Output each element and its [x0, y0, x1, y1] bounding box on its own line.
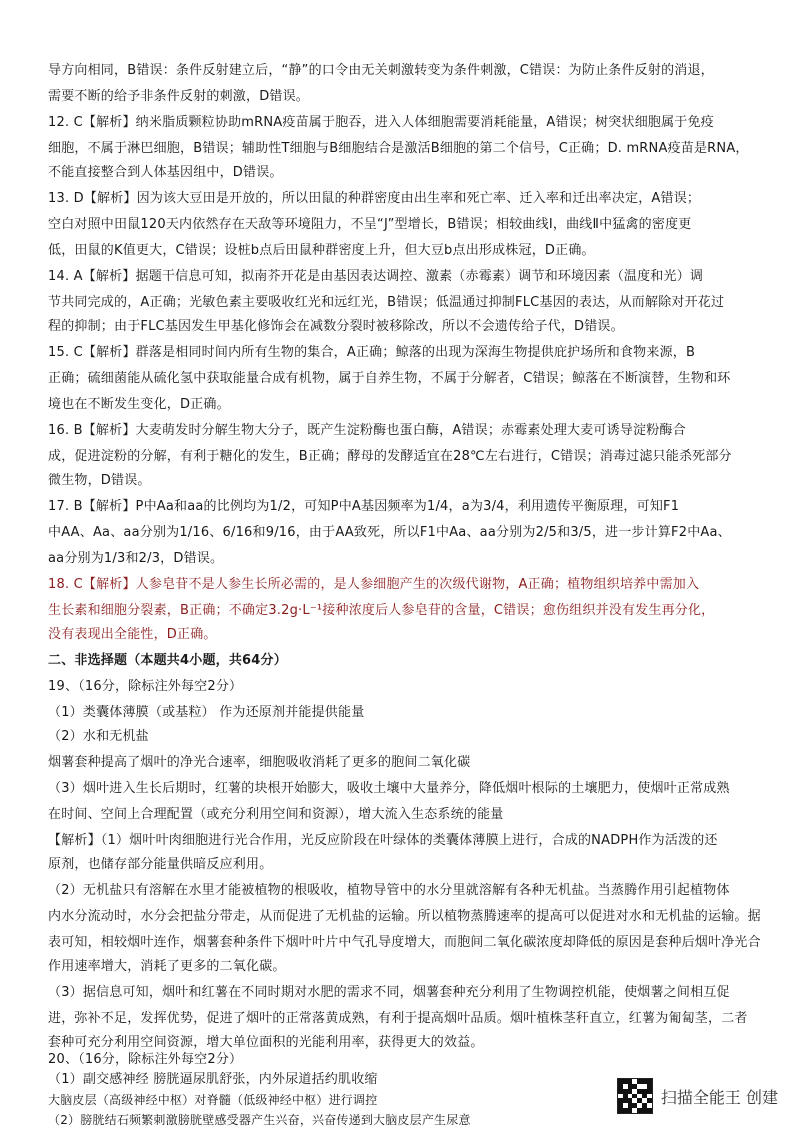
question-heading: 20、（16分，除标注外每空2分）	[48, 1052, 243, 1067]
text-line: 程的抑制；由于FLC基因发生甲基化修饰会在减数分裂时被移除改，所以不会遗传给子代，D错误。	[48, 319, 624, 334]
section-heading: 二、非选择题（本题共4小题，共64分）	[48, 653, 287, 668]
text-line: 18. C【解析】人参皂苷不是人参生长所必需的，是人参细胞产生的次级代谢物，A正确；植物组织培养中需加入	[48, 577, 700, 592]
text-line: 17. B【解析】P中Aa和aa的比例均为1/2，可知P中A基因频率为1/4，a为3/4，利用遗传平衡原理，可知F1	[48, 499, 680, 514]
text-line: 表可知，相较烟叶连作，烟薯套种条件下烟叶叶片中气孔导度增大，而胞间二氧化碳浓度却降低的原因是套种后烟叶净光合	[48, 935, 761, 950]
answer-line: 在时间、空间上合理配置（或充分利用空间和资源），增大流入生态系统的能量	[48, 807, 504, 822]
text-line: 生长素和细胞分裂素，B正确；不确定3.2g·L⁻¹接种浓度后人参皂苷的含量，C错误；愈伤组织并没有发生再分化，	[48, 603, 715, 618]
text-line: 作用速率增大，消耗了更多的二氧化碳。	[48, 959, 286, 974]
text-line: 【解析】（1）烟叶叶肉细胞进行光合作用，光反应阶段在叶绿体的类囊体薄膜上进行，合成的NADPH作为活泼的还	[48, 833, 718, 848]
text-line: 15. C【解析】群落是相同时间内所有生物的集合，A正确；鲸落的出现为深海生物提供庇护场所和食物来源，B	[48, 345, 696, 360]
text-line: 成，促进淀粉的分解，有利于糖化的发生，B正确；酵母的发酵适宜在28℃左右进行，C错误；消毒过滤只能杀死部分	[48, 449, 732, 464]
answer-line: （2）水和无机盐	[48, 729, 149, 744]
text-line: 13. D【解析】因为该大豆田是开放的，所以田鼠的种群密度由出生率和死亡率、迁入率和迁出率决定，A错误；	[48, 191, 701, 206]
text-line: 不能直接整合到人体基因组中，D错误。	[48, 165, 283, 180]
text-line: 微生物，D错误。	[48, 473, 151, 488]
text-line: 低，田鼠的K值更大，C错误；设桩b点后田鼠种群密度上升，但大豆b点出形成株冠，D正确。	[48, 243, 595, 258]
question-heading: 19、（16分，除标注外每空2分）	[48, 679, 243, 694]
text-line: 细胞，不属于淋巴细胞，B错误；辅助性T细胞与B细胞结合是激活B细胞的第二个信号，C正确；D. mRNA疫苗是RNA，	[48, 141, 749, 156]
answer-line: 大脑皮层（高级神经中枢）对脊髓（低级神经中枢）进行调控	[48, 1093, 378, 1107]
text-line: 套种可充分利用空间资源，增大单位面积的光能利用率，获得更大的效益。	[48, 1035, 484, 1050]
text-line: 空白对照中田鼠120天内依然存在天敌等环境阻力，不呈“J”型增长，B错误；相较曲线Ⅰ，曲线Ⅱ中猛禽的密度更	[48, 217, 692, 232]
answer-line: （2）膀胱结石频繁刺激膀胱壁感受器产生兴奋，兴奋传递到大脑皮层产生尿意	[48, 1113, 471, 1127]
qr-code-icon	[617, 1078, 653, 1114]
answer-line: （3）烟叶进入生长后期时，红薯的块根开始膨大，吸收土壤中大量养分，降低烟叶根际的土壤肥力，使烟叶正常成熟	[48, 781, 730, 796]
text-line: 12. C【解析】纳米脂质颗粒协助mRNA疫苗属于胞吞，进入人体细胞需要消耗能量，A错误；树突状细胞属于免疫	[48, 115, 714, 130]
text-line: 内水分流动时，水分会把盐分带走，从而促进了无机盐的运输。所以植物蒸腾速率的提高可以促进对水和无机盐的运输。据	[48, 909, 761, 924]
text-line: 正确；硫细菌能从硫化氢中获取能量合成有机物，属于自养生物，不属于分解者，C错误；鲸落在不断演替，生物和环	[48, 371, 731, 386]
text-line: 节共同完成的，A正确；光敏色素主要吸收红光和远红光，B错误；低温通过抑制FLC基因的表达，从而解除对开花过	[48, 295, 725, 310]
text-line: （3）据信息可知，烟叶和红薯在不同时期对水肥的需求不同，烟薯套种充分利用了生物调控机能，使烟薯之间相互促	[48, 985, 730, 1000]
answer-line: （1）副交感神经 膀胱逼尿肌舒张，内外尿道括约肌收缩	[48, 1072, 378, 1087]
text-line: 16. B【解析】大麦萌发时分解生物大分子，既产生淀粉酶也蛋白酶，A错误；赤霉素处理大麦可诱导淀粉酶合	[48, 423, 686, 438]
text-line: 原剂，也储存部分能量供暗反应利用。	[48, 857, 273, 872]
text-line: 14. A【解析】据题干信息可知，拟南芥开花是由基因表达调控、激素（赤霉素）调节和环境因素（温度和光）调	[48, 269, 704, 284]
answer-line: （1）类囊体薄膜（或基粒） 作为还原剂并能提供能量	[48, 705, 365, 720]
text-line: 没有表现出全能性，D正确。	[48, 627, 217, 642]
watermark-text: 扫描全能王 创建	[660, 1087, 778, 1107]
text-line: 导方向相同，B错误：条件反射建立后，“静”的口令由无关刺激转变为条件刺激，C错误：为防止条件反射的消退，	[48, 63, 714, 78]
answer-line: 烟薯套种提高了烟叶的净光合速率，细胞吸收消耗了更多的胞间二氧化碳	[48, 755, 471, 770]
text-line: 需要不断的给予非条件反射的刺激，D错误。	[48, 89, 310, 104]
text-line: 境也在不断发生变化，D正确。	[48, 397, 230, 412]
text-line: aa分别为1/3和2/3，D错误。	[48, 551, 224, 566]
text-line: 中AA、Aa、aa分别为1/16、6/16和9/16，由于AA致死，所以F1中Aa、aa分别为2/5和3/5，进一步计算F2中Aa、	[48, 525, 731, 540]
scanner-watermark	[617, 1078, 778, 1114]
text-line: 进，弥补不足，发挥优势，促进了烟叶的正常落黄成熟，有利于提高烟叶品质。烟叶植株茎秆直立，红薯为匍匐茎，二者	[48, 1011, 748, 1026]
text-line: （2）无机盐只有溶解在水里才能被植物的根吸收，植物导管中的水分里就溶解有各种无机盐。当蒸腾作用引起植物体	[48, 883, 730, 898]
